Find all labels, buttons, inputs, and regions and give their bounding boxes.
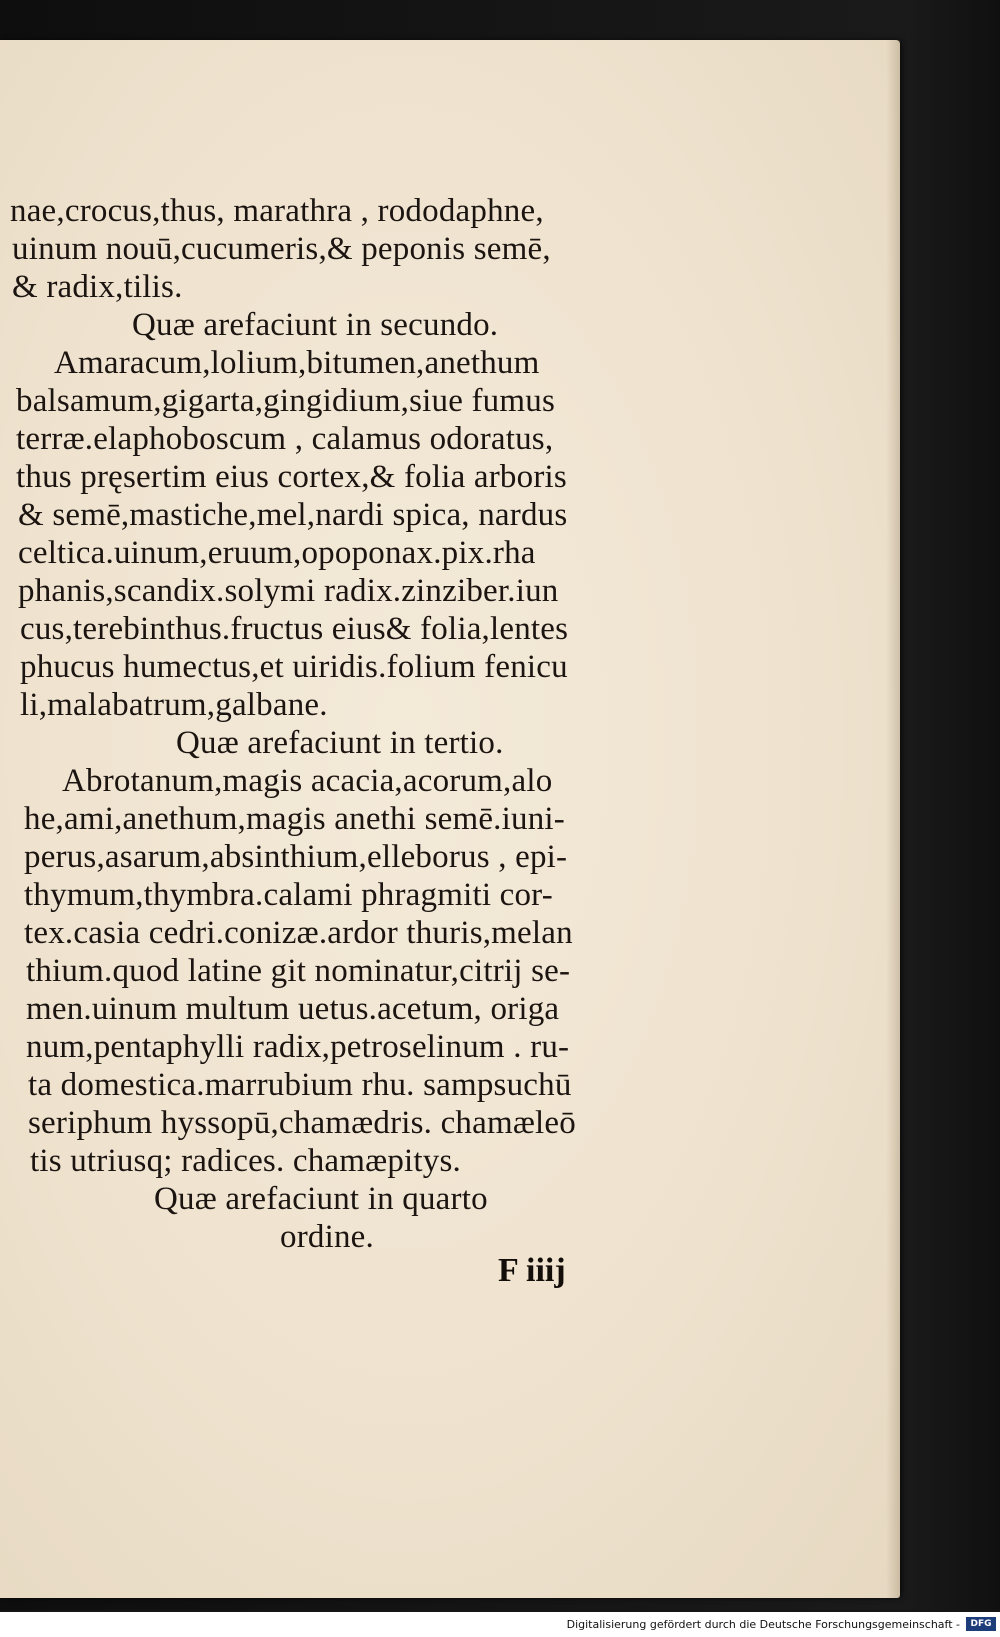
- text-line: seriphum hyssopū,chamædris. chamæleō: [28, 1105, 576, 1141]
- signature-mark: F iiij: [498, 1252, 566, 1289]
- book-page: [0, 40, 900, 1598]
- text-line: tis utriusq; radices. chamæpitys.: [30, 1143, 461, 1179]
- text-line: ta domestica.marrubium rhu. sampsuchū: [28, 1067, 572, 1103]
- text-line: li,malabatrum,galbane.: [20, 687, 328, 723]
- text-line: & radix,tilis.: [12, 269, 183, 305]
- text-line: celtica.uinum,eruum,opoponax.pix.rha: [18, 535, 536, 571]
- text-line: Abrotanum,magis acacia,acorum,alo: [62, 763, 553, 799]
- section-heading: Quæ arefaciunt in quarto: [154, 1181, 488, 1217]
- text-line: cus,terebinthus.fructus eius& folia,lentes: [20, 611, 569, 647]
- text-line: thium.quod latine git nominatur,citrij se-: [26, 953, 571, 989]
- text-line: perus,asarum,absinthium,elleborus , epi-: [24, 839, 568, 875]
- text-line: terræ.elaphoboscum , calamus odoratus,: [16, 421, 554, 457]
- text-line: tex.casia cedri.conizæ.ardor thuris,melan: [24, 915, 573, 951]
- section-heading: ordine.: [280, 1219, 374, 1255]
- text-line: thus pręsertim eius cortex,& folia arboris: [16, 459, 567, 495]
- text-line: phucus humectus,et uiridis.folium fenicu: [20, 649, 568, 685]
- digitization-footer: [0, 1612, 1000, 1637]
- text-line: balsamum,gigarta,gingidium,siue fumus: [16, 383, 555, 419]
- text-line: nae,crocus,thus, marathra , rododaphne,: [10, 193, 544, 229]
- text-line: Amaracum,lolium,bitumen,anethum: [54, 345, 540, 381]
- footer-credit-text: Digitalisierung gefördert durch die Deutsche Forschungsgemeinschaft -: [566, 1618, 960, 1631]
- text-line: he,ami,anethum,magis anethi semē.iuni-: [24, 801, 565, 837]
- text-line: & semē,mastiche,mel,nardi spica, nardus: [18, 497, 568, 533]
- text-line: uinum nouū,cucumeris,& peponis semē,: [12, 231, 551, 267]
- section-heading: Quæ arefaciunt in secundo.: [132, 307, 499, 343]
- text-line: phanis,scandix.solymi radix.zinziber.iun: [18, 573, 559, 609]
- section-heading: Quæ arefaciunt in tertio.: [176, 725, 504, 761]
- text-line: num,pentaphylli radix,petroselinum . ru-: [26, 1029, 570, 1065]
- text-line: thymum,thymbra.calami phragmiti cor-: [24, 877, 553, 913]
- text-line: men.uinum multum uetus.acetum, origa: [26, 991, 560, 1027]
- page-text-block: [0, 40, 900, 1598]
- dfg-logo: DFG: [966, 1617, 996, 1631]
